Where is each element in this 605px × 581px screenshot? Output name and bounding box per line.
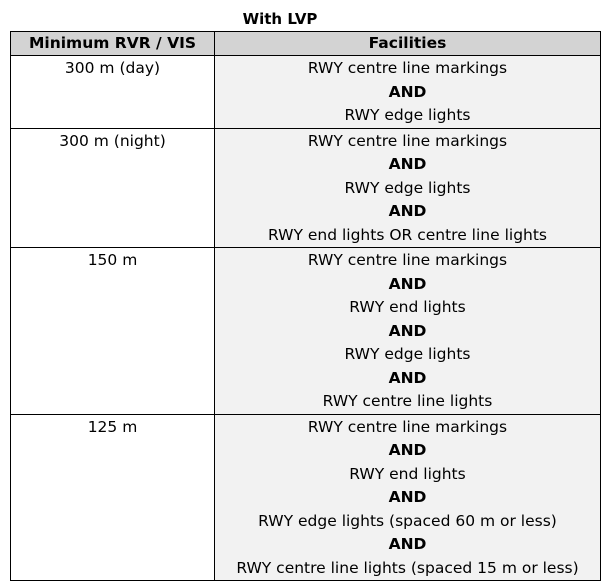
and-connector: AND <box>388 202 427 220</box>
facility-requirement: RWY end lights OR centre line lights <box>267 225 548 244</box>
and-connector: AND <box>388 321 427 340</box>
facility-requirement: RWY centre line markings <box>307 131 508 150</box>
and-connector: AND <box>388 274 427 293</box>
facility-requirement: RWY end lights <box>349 298 466 316</box>
lvp-facilities-table <box>10 31 601 581</box>
facility-requirement: RWY end lights <box>349 464 466 483</box>
facility-requirement: RWY edge lights <box>344 345 471 363</box>
facility-requirement: RWY centre line lights <box>322 392 493 410</box>
minimum-rvr-vis-cell: 150 m <box>11 248 215 415</box>
table-header <box>11 32 601 56</box>
table-caption: With LVP <box>242 10 318 28</box>
facilities-cell <box>215 56 601 129</box>
and-connector: AND <box>388 82 427 101</box>
minimum-rvr-vis-cell: 300 m (day) <box>11 56 215 129</box>
facility-requirement: RWY centre line markings <box>307 59 508 77</box>
table-row <box>11 56 601 129</box>
facilities-cell <box>215 248 601 415</box>
and-connector: AND <box>388 535 427 553</box>
and-connector: AND <box>388 155 427 173</box>
facility-requirement: RWY edge lights <box>344 106 471 124</box>
facility-requirement: RWY centre line markings <box>307 417 508 436</box>
facility-requirement: RWY edge lights (spaced 60 m or less) <box>258 511 557 530</box>
facility-requirement: RWY centre line lights (spaced 15 m or less) <box>236 558 579 577</box>
facilities-cell <box>215 414 601 581</box>
table-body <box>11 56 601 581</box>
minimum-rvr-vis-cell: 300 m (night) <box>11 128 215 248</box>
facility-requirement: RWY edge lights <box>344 178 471 197</box>
and-connector: AND <box>388 441 427 459</box>
facility-requirement: RWY centre line markings <box>307 251 508 269</box>
table-row <box>11 414 601 581</box>
and-connector: AND <box>388 368 427 387</box>
and-connector: AND <box>388 488 427 506</box>
facilities-cell <box>215 128 601 248</box>
table-row <box>11 248 601 415</box>
header-facilities: Facilities <box>215 32 601 56</box>
minimum-rvr-vis-cell: 125 m <box>11 414 215 581</box>
header-row <box>11 32 601 56</box>
table-row <box>11 128 601 248</box>
header-minimum-rvr-vis: Minimum RVR / VIS <box>11 32 215 56</box>
